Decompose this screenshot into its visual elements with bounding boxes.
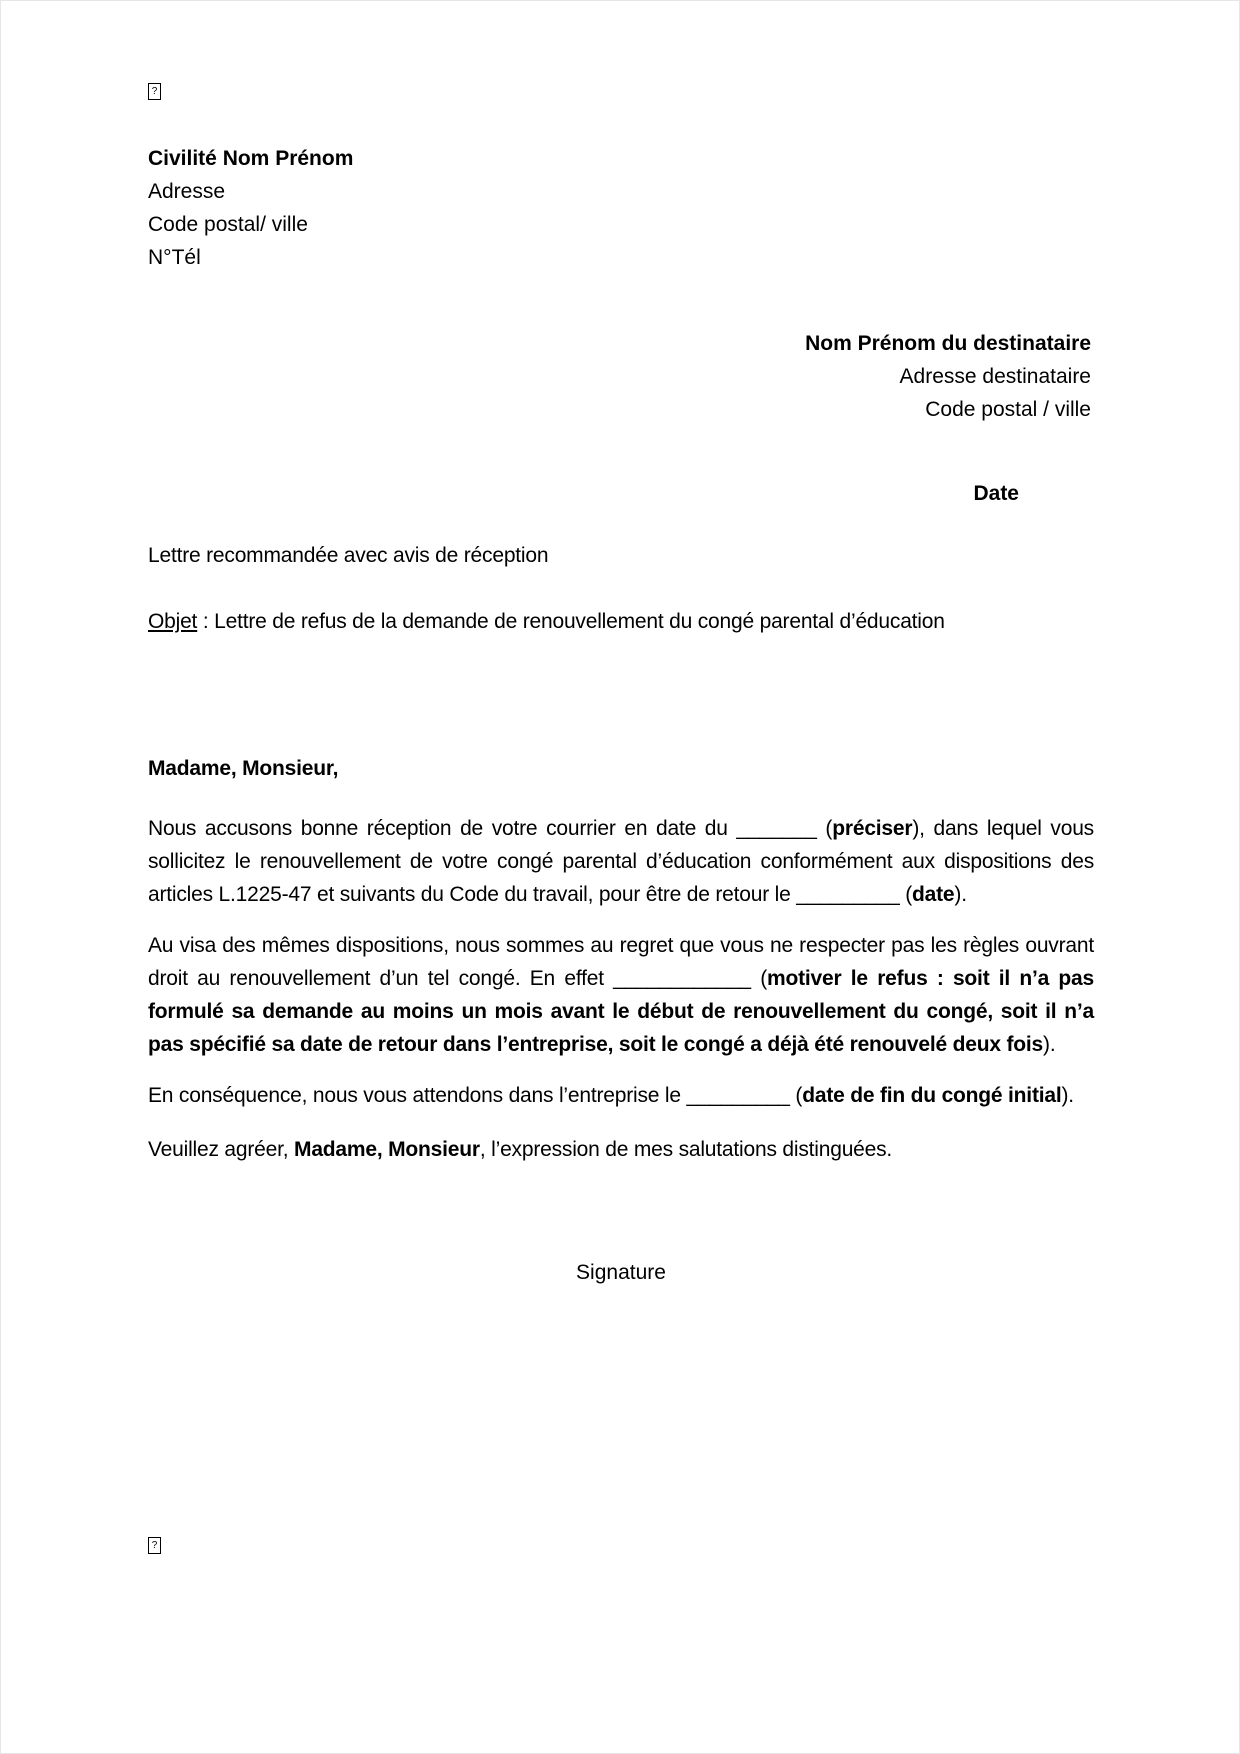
text-segment: ( <box>899 883 913 906</box>
text-segment: _______ <box>736 817 817 840</box>
bottom-placeholder-line <box>148 1535 1094 1555</box>
text-segment: préciser <box>832 817 913 840</box>
recipient-block <box>148 327 1094 426</box>
text-segment: date <box>912 883 955 906</box>
text-segment: , l’expression de mes salutations distinguées. <box>479 1138 893 1161</box>
sender-city: Code postal/ ville <box>148 213 308 236</box>
text-segment: En conséquence, nous vous attendons dans l’entreprise le <box>148 1084 687 1107</box>
closing-formula <box>148 1133 1094 1166</box>
body-paragraph-2 <box>148 929 1094 1061</box>
salutation: Madame, Monsieur, <box>148 757 339 780</box>
text-segment: ( <box>750 967 768 990</box>
date-line: Date <box>973 482 1019 505</box>
text-segment: Madame, Monsieur <box>294 1138 480 1161</box>
body-paragraph-1 <box>148 812 1094 911</box>
recipient-city: Code postal / ville <box>925 398 1091 421</box>
text-segment: ). <box>1061 1084 1074 1107</box>
text-segment: ( <box>816 817 833 840</box>
text-segment: Veuillez agréer, <box>148 1138 295 1161</box>
recipient-name: Nom Prénom du destinataire <box>805 332 1091 355</box>
recipient-address: Adresse destinataire <box>899 365 1091 388</box>
text-segment: ). <box>1043 1033 1056 1056</box>
sender-name: Civilité Nom Prénom <box>148 147 354 170</box>
text-segment: _________ <box>686 1084 790 1107</box>
missing-glyph-icon: ? <box>148 83 161 100</box>
text-segment: Au visa des mêmes dispositions, nous sommes au regret que vous ne respecter pas les règles ouvrant droit au renouvellement d’un tel congé. En effet <box>148 934 1094 990</box>
registered-mail-line: Lettre recommandée avec avis de réception <box>148 544 549 567</box>
missing-glyph-icon: ? <box>148 1537 161 1554</box>
text-segment: ( <box>789 1084 803 1107</box>
text-segment: motiver le refus : soit il n’a pas formulé sa demande au moins un mois avant le début de renouvellement du congé, soit il n’a pas spécifié sa date de retour dans l’entreprise, soit le congé a déjà été renouvelé deux fois <box>148 967 1094 1056</box>
sender-address: Adresse <box>148 180 226 203</box>
text-segment: _________ <box>796 883 900 906</box>
text-segment: Nous accusons bonne réception de votre courrier en date du <box>148 817 737 840</box>
sender-phone: N°Tél <box>148 246 201 269</box>
text-segment: ), dans lequel vous sollicitez le renouvellement de votre congé parental d’éducation conformément aux dispositions des articles L.1225-47 et suivants du Code du travail, pour être de retour le <box>148 817 1094 906</box>
subject-line <box>148 605 1094 638</box>
signature-label: Signature <box>576 1261 666 1284</box>
text-segment: date de fin du congé initial <box>802 1084 1062 1107</box>
top-placeholder-line <box>148 81 1094 101</box>
text-segment: ). <box>954 883 967 906</box>
body-paragraph-3 <box>148 1079 1094 1112</box>
text-segment: : Lettre de refus de la demande de renouvellement du congé parental d’éducation <box>197 610 945 633</box>
sender-block <box>148 142 1094 274</box>
text-segment: Objet <box>148 610 198 633</box>
text-segment: ____________ <box>613 967 751 990</box>
